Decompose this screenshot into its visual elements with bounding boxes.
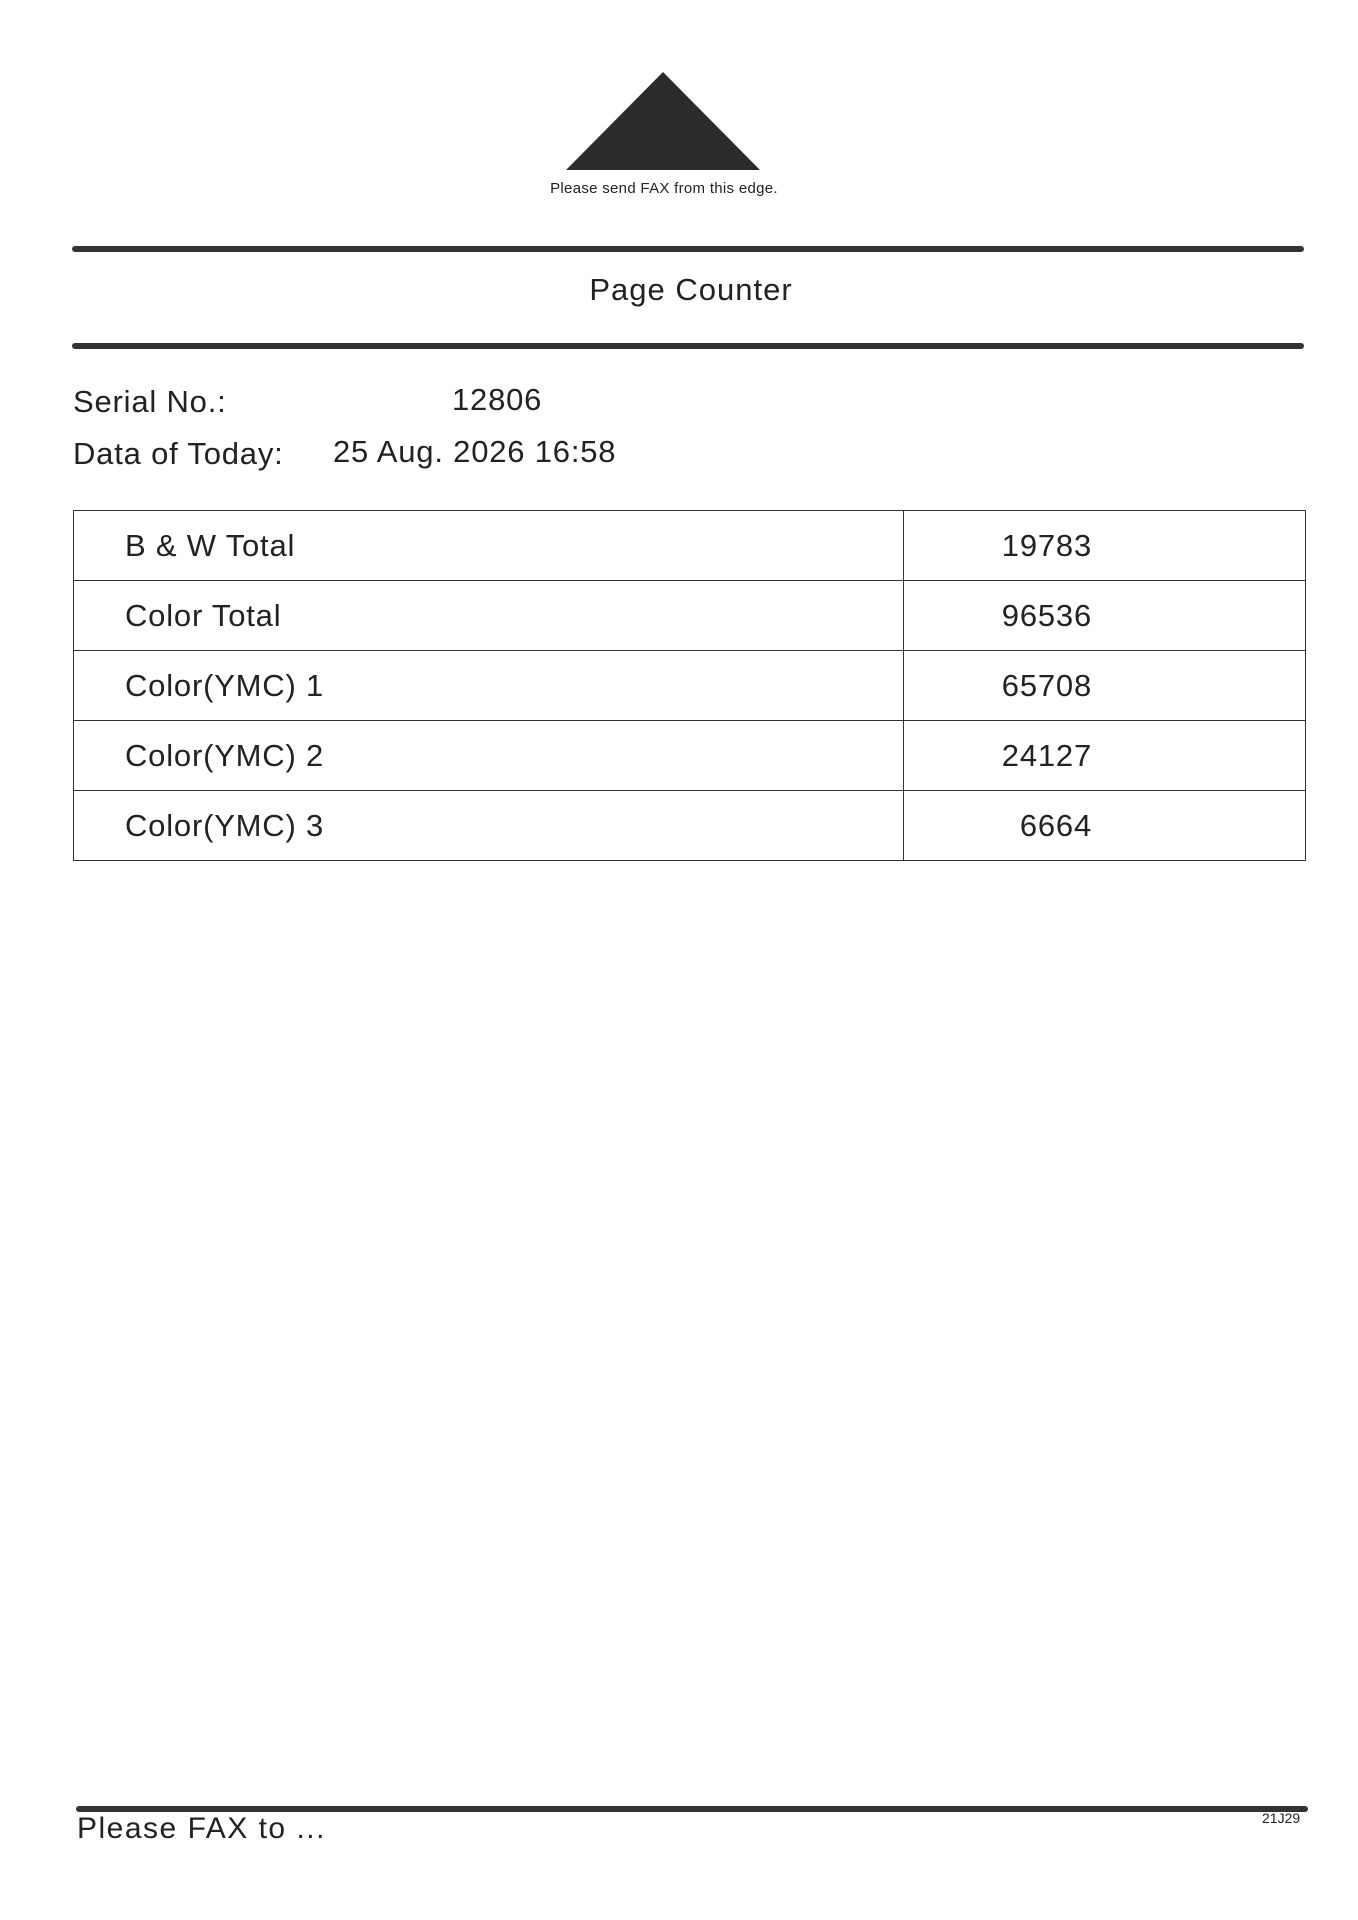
page-title: Page Counter xyxy=(589,272,793,307)
counter-value: 24127 xyxy=(904,721,1306,791)
header-divider-bottom xyxy=(72,343,1304,349)
counter-value: 65708 xyxy=(904,651,1306,721)
counter-label: Color(YMC) 1 xyxy=(74,651,904,721)
date-value: 25 Aug. 2026 16:58 xyxy=(333,434,617,469)
table-row xyxy=(74,651,1306,721)
counter-label: B & W Total xyxy=(74,511,904,581)
counter-value: 19783 xyxy=(904,511,1306,581)
serial-number-label: Serial No.: xyxy=(73,384,227,419)
counter-label: Color(YMC) 2 xyxy=(74,721,904,791)
table-row xyxy=(74,511,1306,581)
counter-table xyxy=(73,510,1306,861)
form-code: 21J29 xyxy=(1262,1810,1301,1826)
date-label: Data of Today: xyxy=(73,436,284,471)
counter-value: 96536 xyxy=(904,581,1306,651)
fax-to-line: Please FAX to ... xyxy=(77,1812,326,1845)
counter-label: Color Total xyxy=(74,581,904,651)
table-row xyxy=(74,791,1306,861)
table-row xyxy=(74,581,1306,651)
table-row xyxy=(74,721,1306,791)
header-divider-top xyxy=(72,246,1304,252)
counter-label: Color(YMC) 3 xyxy=(74,791,904,861)
triangle-up-icon xyxy=(566,72,760,170)
serial-number-value: 12806 xyxy=(452,382,543,417)
fax-edge-instruction: Please send FAX from this edge. xyxy=(550,180,778,197)
counter-value: 6664 xyxy=(904,791,1306,861)
